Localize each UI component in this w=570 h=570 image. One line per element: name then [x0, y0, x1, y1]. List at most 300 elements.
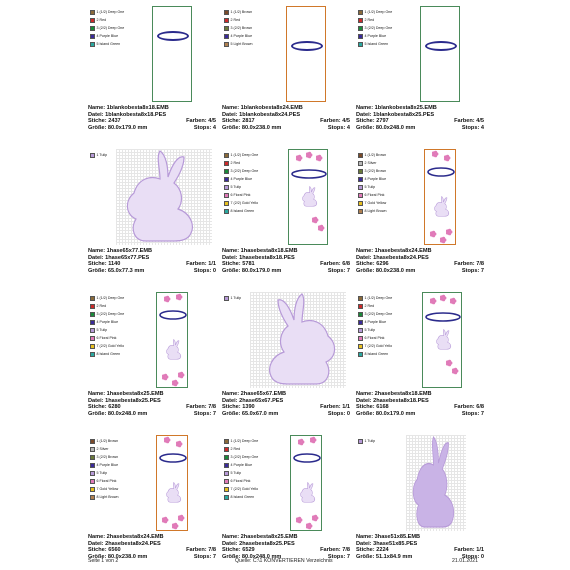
- design-card: [356, 149, 484, 284]
- color-swatch: [224, 296, 229, 301]
- meta-label: Stiche:: [356, 261, 375, 268]
- meta-value-stiche: 6280: [108, 404, 121, 411]
- legend-label: 7 Gold Yellow: [96, 487, 119, 491]
- legend-label: 4 Purple Blue: [96, 320, 119, 324]
- legend-item: [90, 493, 150, 501]
- legend-item: [224, 167, 284, 175]
- design-preview: [356, 435, 484, 532]
- meta-value-stops: 0: [346, 410, 350, 417]
- legend-item: [358, 310, 418, 318]
- meta-value-datei: 1hasebesta8x25.PES: [105, 397, 161, 404]
- legend-label: 5 Tulip: [96, 328, 108, 332]
- meta-label: Datei:: [222, 254, 238, 261]
- bunny-icon: [437, 329, 451, 349]
- meta-value-name: 2hasebesta8x18.EMB: [374, 391, 432, 397]
- meta-label: Farben:: [186, 118, 207, 125]
- legend-label: 8 Island Green: [230, 495, 255, 499]
- legend-item: [224, 485, 284, 493]
- legend-item: [358, 175, 418, 183]
- color-swatch: [90, 352, 95, 357]
- meta-label: Farben:: [454, 404, 475, 411]
- flower-icon: [430, 298, 436, 305]
- design-card: [222, 435, 350, 570]
- color-swatch: [358, 320, 363, 325]
- legend-item: [224, 477, 284, 485]
- color-swatch: [358, 161, 363, 166]
- color-swatch: [90, 296, 95, 301]
- hoop-artwork: [291, 436, 323, 532]
- hoop-artwork: [157, 293, 189, 389]
- flower-icon: [306, 523, 312, 530]
- design-preview: [88, 292, 216, 389]
- meta-label: Farben:: [454, 118, 475, 125]
- legend-label: 2 Red: [230, 161, 241, 165]
- legend-item: [224, 16, 284, 24]
- meta-value-groesse: 80.0x179.0 mm: [241, 267, 282, 274]
- legend-label: 2 Red: [364, 18, 375, 22]
- color-swatch: [90, 471, 95, 476]
- meta-value-name: 2hase65x67.EMB: [240, 391, 287, 397]
- meta-label: Größe:: [222, 124, 241, 131]
- meta-value-stops: 4: [212, 124, 216, 131]
- color-swatch: [358, 328, 363, 333]
- legend-item: [90, 342, 150, 350]
- meta-label: Größe:: [222, 410, 241, 417]
- bunny-icon: [167, 339, 181, 359]
- legend-item: [90, 350, 150, 358]
- legend-label: 6 Floral Pink: [230, 193, 251, 197]
- legend-label: 3 (2/2) Deep One: [96, 312, 125, 316]
- hoop-frame: [286, 6, 326, 102]
- bunny-icon: [435, 196, 449, 216]
- design-meta: [356, 105, 484, 131]
- legend-item: [358, 151, 418, 159]
- legend-label: 1 (1/2) Deep One: [96, 10, 125, 14]
- legend-item: [90, 477, 150, 485]
- legend-item: [358, 199, 418, 207]
- legend-label: 4 Purple Blue: [230, 463, 253, 467]
- color-swatch: [224, 26, 229, 31]
- meta-value-name: 2hasebesta8x25.EMB: [240, 534, 298, 540]
- meta-value-stiche: 2437: [108, 118, 121, 125]
- design-meta: [222, 534, 350, 560]
- meta-label: Datei:: [356, 540, 372, 547]
- color-swatch: [90, 328, 95, 333]
- flower-icon: [172, 380, 178, 387]
- flower-icon: [444, 155, 450, 162]
- meta-value-farben: 1/1: [476, 547, 484, 554]
- bunny-icon: [301, 482, 315, 502]
- flower-icon: [306, 152, 312, 159]
- legend-item: [224, 453, 284, 461]
- legend-item: [90, 485, 150, 493]
- color-legend: [358, 151, 418, 215]
- hoop-frame: [420, 6, 460, 102]
- meta-value-datei: 1hasebesta8x18.PES: [239, 254, 295, 261]
- color-swatch: [224, 185, 229, 190]
- legend-label: 6 Floral Pink: [364, 336, 385, 340]
- color-legend: [224, 151, 284, 215]
- bunny-icon: [303, 186, 317, 206]
- meta-label: Größe:: [356, 553, 375, 560]
- legend-item: [358, 167, 418, 175]
- legend-item: [358, 350, 418, 358]
- legend-item: [358, 326, 418, 334]
- meta-value-groesse: 80.0x238.0 mm: [241, 124, 282, 131]
- color-swatch: [90, 463, 95, 468]
- flower-icon: [162, 517, 168, 524]
- legend-item: [358, 191, 418, 199]
- legend-item: [90, 16, 150, 24]
- meta-value-datei: 3hase51x85.PES: [373, 540, 418, 547]
- flower-icon: [318, 225, 324, 232]
- hoop-artwork: [425, 150, 457, 246]
- meta-label: Datei:: [88, 540, 104, 547]
- flower-icon: [430, 231, 436, 238]
- meta-value-name: 2hasebesta8x24.EMB: [106, 534, 164, 540]
- color-swatch: [358, 296, 363, 301]
- legend-item: [358, 318, 418, 326]
- meta-label: Farben:: [454, 261, 475, 268]
- design-preview: [356, 6, 484, 103]
- legend-item: [224, 175, 284, 183]
- color-swatch: [358, 344, 363, 349]
- meta-value-stops: 4: [346, 124, 350, 131]
- meta-label: Name:: [88, 105, 106, 111]
- legend-label: 2 Red: [96, 18, 107, 22]
- meta-value-farben: 1/1: [208, 261, 216, 268]
- meta-label: Datei:: [88, 254, 104, 261]
- meta-value-groesse: 80.0x238.0 mm: [375, 267, 416, 274]
- meta-label: Größe:: [88, 410, 107, 417]
- legend-label: 7 (2/2) Gold Yello: [96, 344, 125, 348]
- legend-item: [90, 445, 150, 453]
- meta-value-name: 1hasebesta8x24.EMB: [374, 248, 432, 254]
- color-swatch: [358, 336, 363, 341]
- legend-item: [90, 294, 150, 302]
- meta-value-groesse: 80.0x179.0 mm: [375, 410, 416, 417]
- meta-value-farben: 7/8: [208, 404, 216, 411]
- meta-value-datei: 1blankobesta8x25.PES: [373, 111, 435, 118]
- meta-label: Stops:: [461, 553, 480, 560]
- meta-value-stiche: 2817: [242, 118, 255, 125]
- meta-label: Stops:: [461, 124, 480, 131]
- color-swatch: [358, 169, 363, 174]
- meta-label: Datei:: [222, 540, 238, 547]
- legend-item: [224, 8, 284, 16]
- meta-value-farben: 6/8: [476, 404, 484, 411]
- meta-value-stops: 7: [480, 267, 484, 274]
- meta-label: Stiche:: [222, 547, 241, 554]
- color-swatch: [90, 455, 95, 460]
- color-swatch: [90, 479, 95, 484]
- legend-label: 8 Light Brown: [364, 209, 387, 213]
- meta-value-stiche: 5781: [242, 261, 255, 268]
- legend-item: [224, 24, 284, 32]
- legend-item: [90, 469, 150, 477]
- meta-value-name: 1blankobesta8x18.EMB: [106, 105, 169, 111]
- legend-item: [90, 310, 150, 318]
- hoop-artwork: [157, 436, 189, 532]
- meta-value-stops: 0: [480, 553, 484, 560]
- design-card: [222, 292, 350, 427]
- meta-label: Stiche:: [356, 547, 375, 554]
- flower-icon: [432, 151, 438, 158]
- color-swatch: [224, 42, 229, 47]
- legend-label: 3 (2/2) Brown: [230, 26, 253, 30]
- color-swatch: [224, 193, 229, 198]
- meta-label: Datei:: [356, 254, 372, 261]
- legend-label: 1 (1/2) Brown: [364, 153, 387, 157]
- color-swatch: [90, 344, 95, 349]
- meta-label: Farben:: [454, 547, 475, 554]
- legend-label: 6 Floral Pink: [96, 479, 117, 483]
- stitch-area: [406, 435, 466, 531]
- design-card: [88, 292, 216, 427]
- hoop-frame: [152, 6, 192, 102]
- color-swatch: [224, 201, 229, 206]
- color-swatch: [358, 18, 363, 23]
- color-swatch: [358, 304, 363, 309]
- design-meta: [356, 391, 484, 417]
- design-preview: [222, 149, 350, 246]
- legend-label: 6 Floral Pink: [230, 479, 251, 483]
- meta-value-groesse: 80.0x248.0 mm: [241, 553, 282, 560]
- legend-label: 8 Island Green: [96, 352, 121, 356]
- color-swatch: [224, 463, 229, 468]
- legend-label: 7 (2/2) Gold Yello: [230, 487, 259, 491]
- legend-item: [358, 207, 418, 215]
- design-meta: [222, 248, 350, 274]
- color-swatch: [358, 312, 363, 317]
- meta-value-name: 1hasebesta8x18.EMB: [240, 248, 298, 254]
- legend-item: [358, 294, 418, 302]
- color-legend: [90, 437, 150, 501]
- color-legend: [224, 8, 284, 48]
- meta-label: Größe:: [88, 124, 107, 131]
- legend-label: 5 Island Green: [364, 42, 389, 46]
- footer-date: 21.01.2021: [452, 558, 478, 564]
- meta-value-name: 1blankobesta8x25.EMB: [374, 105, 437, 111]
- meta-value-datei: 2hase65x67.PES: [239, 397, 284, 404]
- hoop-frame: [290, 435, 322, 531]
- meta-value-datei: 1blankobesta8x24.PES: [239, 111, 301, 118]
- meta-value-groesse: 51.1x84.9 mm: [375, 553, 413, 560]
- legend-label: 1 (1/2) Brown: [230, 10, 253, 14]
- meta-label: Farben:: [186, 547, 207, 554]
- meta-value-datei: 1hase65x77.PES: [105, 254, 150, 261]
- design-meta: [88, 248, 216, 274]
- meta-value-datei: 2hasebesta8x24.PES: [105, 540, 161, 547]
- legend-label: 8 Island Green: [364, 352, 389, 356]
- meta-value-farben: 7/8: [476, 261, 484, 268]
- meta-label: Datei:: [88, 397, 104, 404]
- color-swatch: [90, 447, 95, 452]
- legend-item: [224, 437, 284, 445]
- hoop-frame: [156, 435, 188, 531]
- meta-value-stiche: 6529: [242, 547, 255, 554]
- color-swatch: [90, 10, 95, 15]
- legend-label: 4 Purple Blue: [364, 320, 387, 324]
- legend-label: 5 Tulip: [364, 185, 376, 189]
- design-preview: [356, 149, 484, 246]
- legend-label: 1 Tulip: [364, 439, 376, 443]
- meta-label: Farben:: [186, 404, 207, 411]
- color-swatch: [358, 153, 363, 158]
- meta-value-stiche: 2797: [376, 118, 389, 125]
- color-swatch: [90, 304, 95, 309]
- flower-icon: [296, 517, 302, 524]
- design-meta: [356, 534, 484, 560]
- color-legend: [224, 437, 284, 501]
- meta-value-stiche: 6296: [376, 261, 389, 268]
- meta-value-name: 1hase65x77.EMB: [106, 248, 153, 254]
- design-preview: [222, 292, 350, 389]
- meta-value-farben: 6/8: [342, 261, 350, 268]
- meta-value-stiche: 6168: [376, 404, 389, 411]
- meta-label: Datei:: [356, 397, 372, 404]
- flower-icon: [164, 296, 170, 303]
- design-meta: [88, 105, 216, 131]
- legend-label: 1 (1/2) Deep One: [230, 153, 259, 157]
- meta-value-stops: 0: [212, 267, 216, 274]
- legend-label: 5 Tulip: [230, 471, 242, 475]
- meta-label: Name:: [222, 105, 240, 111]
- meta-value-datei: 1hasebesta8x24.PES: [373, 254, 429, 261]
- legend-label: 4 Purple Blue: [364, 34, 387, 38]
- legend-label: 2 Red: [230, 18, 241, 22]
- meta-label: Stops:: [193, 410, 212, 417]
- flower-icon: [446, 229, 452, 236]
- meta-label: Stiche:: [88, 261, 107, 268]
- legend-label: 1 Tulip: [230, 296, 242, 300]
- meta-label: Stops:: [327, 410, 346, 417]
- legend-item: [358, 302, 418, 310]
- stitch-area: [250, 292, 346, 388]
- color-swatch: [358, 352, 363, 357]
- legend-label: 5 Light Brown: [230, 42, 253, 46]
- color-swatch: [358, 185, 363, 190]
- flower-icon: [164, 437, 170, 444]
- legend-label: 1 (1/2) Deep One: [364, 10, 393, 14]
- legend-item: [358, 334, 418, 342]
- meta-label: Name:: [222, 534, 240, 540]
- legend-item: [224, 207, 284, 215]
- legend-item: [224, 191, 284, 199]
- color-swatch: [358, 439, 363, 444]
- hoop-frame: [156, 292, 188, 388]
- hoop-artwork: [423, 293, 463, 389]
- color-swatch: [224, 161, 229, 166]
- legend-label: 8 Light Brown: [96, 495, 119, 499]
- color-swatch: [224, 153, 229, 158]
- meta-value-groesse: 80.0x179.0 mm: [107, 124, 148, 131]
- meta-label: Stiche:: [88, 547, 107, 554]
- design-meta: [88, 391, 216, 417]
- flower-icon: [298, 439, 304, 446]
- color-swatch: [90, 439, 95, 444]
- meta-value-groesse: 65.0x77.3 mm: [107, 267, 145, 274]
- meta-label: Datei:: [356, 111, 372, 118]
- meta-label: Stops:: [327, 267, 346, 274]
- footer-source: Quelle: C:\1 KONVERTIEREN Verzeichnis: [235, 558, 333, 564]
- color-swatch: [224, 471, 229, 476]
- oval-ring: [291, 41, 323, 51]
- legend-item: [224, 32, 284, 40]
- design-preview: [88, 6, 216, 103]
- legend-item: [224, 461, 284, 469]
- meta-label: Datei:: [222, 397, 238, 404]
- legend-item: [358, 24, 418, 32]
- design-preview: [222, 435, 350, 532]
- legend-item: [224, 445, 284, 453]
- meta-label: Farben:: [320, 261, 341, 268]
- meta-label: Größe:: [356, 124, 375, 131]
- legend-label: 3 (2/2) Deep One: [230, 169, 259, 173]
- meta-value-stops: 4: [480, 124, 484, 131]
- legend-label: 3 (2/2) Deep One: [364, 312, 393, 316]
- meta-label: Datei:: [222, 111, 238, 118]
- color-swatch: [358, 209, 363, 214]
- legend-label: 3 (2/2) Deep One: [96, 26, 125, 30]
- legend-item: [90, 32, 150, 40]
- color-swatch: [358, 26, 363, 31]
- meta-value-stops: 7: [480, 410, 484, 417]
- meta-label: Name:: [356, 105, 374, 111]
- design-preview: [88, 435, 216, 532]
- meta-label: Stops:: [327, 124, 346, 131]
- meta-label: Name:: [88, 248, 106, 254]
- legend-label: 3 (2/2) Deep One: [230, 455, 259, 459]
- legend-item: [358, 183, 418, 191]
- footer-page: Seite 1 von 2: [88, 558, 119, 564]
- color-swatch: [90, 34, 95, 39]
- legend-label: 5 Tulip: [364, 328, 376, 332]
- legend-item: [358, 159, 418, 167]
- color-swatch: [224, 169, 229, 174]
- legend-label: 5 Island Green: [96, 42, 121, 46]
- meta-label: Datei:: [88, 111, 104, 118]
- legend-label: 2 Red: [96, 304, 107, 308]
- legend-label: 1 Tulip: [96, 153, 108, 157]
- legend-item: [224, 183, 284, 191]
- design-meta: [356, 248, 484, 274]
- meta-label: Farben:: [186, 261, 207, 268]
- design-preview: [356, 292, 484, 389]
- hoop-artwork: [289, 150, 329, 246]
- color-legend: [90, 294, 150, 358]
- legend-label: 3 (2/2) Deep One: [364, 26, 393, 30]
- legend-item: [224, 159, 284, 167]
- flower-icon: [172, 523, 178, 530]
- legend-label: 7 Gold Yellow: [364, 201, 387, 205]
- design-card: [222, 6, 350, 141]
- oval-ring: [425, 41, 457, 51]
- legend-item: [358, 8, 418, 16]
- flower-icon: [178, 372, 184, 379]
- design-meta: [222, 391, 350, 417]
- legend-item: [90, 453, 150, 461]
- flower-icon: [440, 237, 446, 244]
- meta-value-farben: 4/5: [208, 118, 216, 125]
- flower-icon: [296, 155, 302, 162]
- meta-value-name: 3hase51x85.EMB: [374, 534, 421, 540]
- meta-value-farben: 4/5: [342, 118, 350, 125]
- legend-item: [358, 32, 418, 40]
- legend-label: 4 Purple Blue: [96, 34, 119, 38]
- legend-item: [90, 437, 150, 445]
- color-swatch: [224, 495, 229, 500]
